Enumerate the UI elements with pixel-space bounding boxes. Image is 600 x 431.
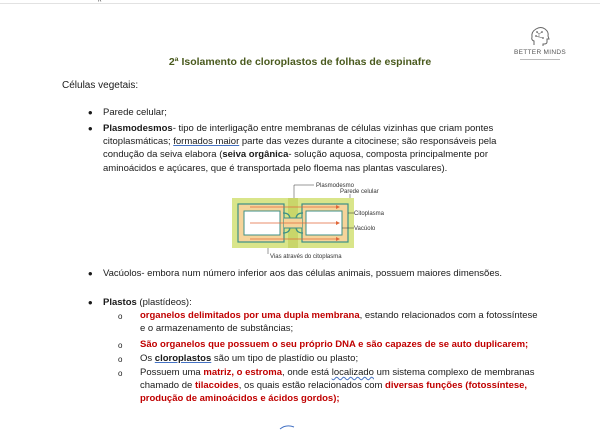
- plasmodesmos-text-2: parte das vezes durante a citocinese; são responsáveis pela condução da seiva elabora (: [103, 136, 497, 161]
- page-title: 2ª Isolamento de cloroplastos de folhas de espinafre: [168, 56, 432, 68]
- page-top-rule: [0, 0, 600, 4]
- label-plasmodesmo: Plasmodesmo: [316, 183, 355, 189]
- estroma-highlight: matriz, o estroma: [203, 367, 283, 378]
- bullet-plastos: [103, 296, 533, 309]
- corner-mark: ^: [98, 0, 102, 6]
- subitem-3-text-1: Os: [140, 353, 155, 364]
- plasmodesmos-text-3: - solução aquosa, composta principalmente por aminoácidos e açúcares, que é transportada pelo floema nas plantas vasculares).: [103, 149, 488, 174]
- sub-marker: o: [118, 312, 123, 321]
- subitem-cloroplastos: [140, 352, 540, 365]
- logo-text: BETTER MINDS: [514, 49, 566, 56]
- label-vias-citoplasma: Vias através do citoplasma: [270, 254, 342, 260]
- subitem-3-text-2: são um tipo de plastídio ou plasto;: [211, 353, 359, 364]
- label-vacuolo: Vacúolo: [354, 226, 376, 232]
- label-parede-celular: Parede celular: [340, 189, 379, 195]
- subitem-1-text: , estando relacionados com a fotossíntese e o armazenamento de substâncias;: [140, 310, 538, 335]
- bullet-dot: •: [88, 105, 93, 120]
- seiva-organica-term: seiva orgânica: [222, 149, 289, 161]
- better-minds-logo: [512, 26, 568, 60]
- label-citoplasma: Citoplasma: [354, 211, 385, 217]
- pen-scribble: [278, 424, 298, 430]
- bullet-dot: •: [88, 121, 93, 136]
- subitem-4-text-2: , onde está: [282, 367, 332, 378]
- subitem-4-text-3: um sistema complexo de membranas chamado de: [140, 367, 535, 392]
- plasmodesmata-diagram: [228, 180, 385, 262]
- sub-marker: o: [118, 341, 123, 350]
- subitem-2-highlight: São organelos que possuem o seu próprio DNA e são capazes de se auto duplicarem;: [140, 339, 529, 350]
- cloroplastos-term: cloroplastos: [154, 353, 212, 364]
- subitem-1-highlight: organelos delimitados por uma dupla membrana: [140, 310, 360, 321]
- bullet-plasmodesmos: [103, 122, 533, 175]
- plasmodesmos-underlined: formados maior: [173, 136, 240, 148]
- plasmodesmos-text-1: - tipo de interligação entre membranas de células vizinhas que criam pontes citoplasmáticas;: [103, 123, 494, 148]
- bullet-parede-celular: Parede celular;: [103, 107, 167, 118]
- plastos-rest: (plastídeos):: [136, 297, 192, 308]
- head-brain-icon: [529, 26, 551, 48]
- section-label: Células vegetais:: [62, 80, 139, 91]
- subitem-dna-proprio: [140, 338, 540, 351]
- subitem-4-text-1: Possuem uma: [140, 367, 204, 378]
- sub-marker: o: [118, 355, 123, 364]
- bullet-dot: •: [88, 266, 93, 281]
- bullet-dot: •: [88, 295, 93, 310]
- subitem-4-text-4: , os quais estão relacionados com: [238, 380, 386, 392]
- subitem-dupla-membrana: [140, 309, 540, 335]
- bullet-vacuolos: Vacúolos- embora num número inferior aos das células animais, possuem maiores dimensões.: [103, 268, 503, 279]
- sub-marker: o: [118, 369, 123, 378]
- tilacoides-highlight: tilacoides: [194, 380, 239, 392]
- plasmodesmos-term: Plasmodesmos: [103, 123, 173, 134]
- subitem-estroma-tilacoides: [140, 366, 540, 406]
- localizado-word: localizado: [331, 367, 374, 378]
- funcoes-highlight: diversas funções (fotossíntese, produção de aminoácidos e ácidos gordos);: [140, 380, 528, 405]
- plastos-term: Plastos: [103, 297, 137, 308]
